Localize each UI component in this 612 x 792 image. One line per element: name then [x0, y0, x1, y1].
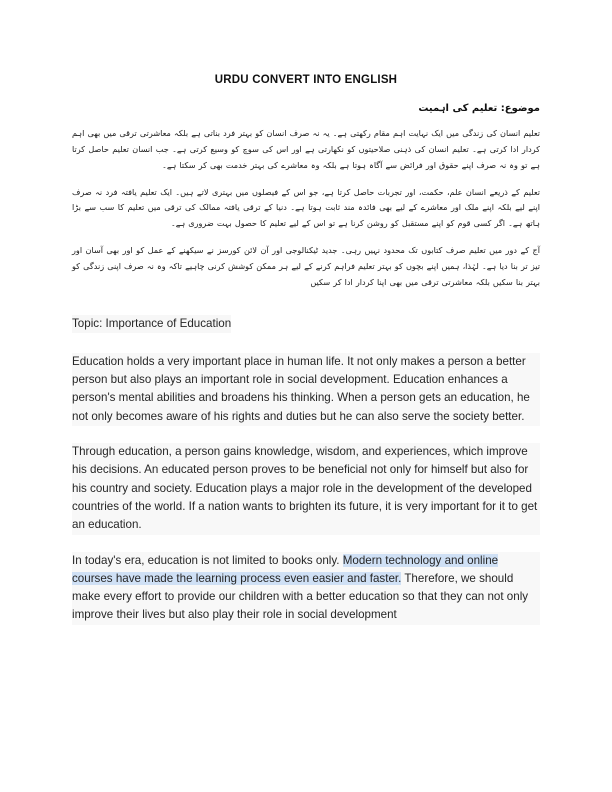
english-topic-line: Topic: Importance of Education	[72, 315, 231, 332]
text-segment: Through education, a person gains knowledge, wisdom, and experiences, which improve his decisions. An educated person proves to be beneficial not only for himself but also for his country and society. Education plays a major role in the development of the developed countries of the world. If a nation wants to brighten its future, it is very important for it to get an education.	[72, 444, 538, 532]
text-segment: Education holds a very important place in human life. It not only makes a person a better person but also plays an important role in social development. Education enhances a person's mental abilities and broadens his thinking. When a person gets an education, he not only becomes aware of his rights and duties but he can also serve the society better.	[72, 354, 530, 423]
english-paragraph-2	[72, 443, 540, 535]
english-body	[72, 314, 540, 624]
urdu-body	[72, 126, 540, 290]
urdu-subject-heading: موضوع: تعلیم کی اہمیت	[418, 102, 540, 114]
document-title: URDU CONVERT INTO ENGLISH	[214, 74, 398, 86]
text-segment: Therefore, we should make every effort to provide our children with a better education so that they can not only improve their lives but also play their role in social development	[72, 571, 529, 622]
selected-text-highlight[interactable]: Modern technology and online courses have made the learning process even easier and faster.	[72, 553, 499, 585]
urdu-paragraph-1: تعلیم انسان کی زندگی میں ایک نہایت اہم مقام رکھتی ہے۔ یہ نہ صرف انسان کو بہتر فرد بناتی ہے بلکہ معاشرتی ترقی میں بھی اہم کردار ادا کرتی ہے۔ تعلیم انسان کی ذہنی صلاحیتوں کو نکھارتی ہے اور اس کی سوچ کو وسیع کرتی ہے۔ جب انسان تعلیم حاصل کرتا ہے تو وہ نہ صرف اپنے حقوق اور فرائض سے آگاہ ہوتا ہے بلکہ وہ معاشرے کی بہتر خدمت بھی کر سکتا ہے۔	[72, 128, 540, 170]
text-segment: In today's era, education is not limited to books only.	[72, 553, 343, 567]
document-content	[72, 74, 540, 625]
english-paragraph-3	[72, 552, 540, 625]
urdu-paragraph-2: تعلیم کے ذریعے انسان علم، حکمت، اور تجربات حاصل کرتا ہے، جو اس کے فیصلوں میں بہتری لاتے ہیں۔ ایک تعلیم یافتہ فرد نہ صرف اپنے لیے بلکہ اپنے ملک اور معاشرے کے لیے بھی فائدہ مند ثابت ہوتا ہے۔ دنیا کے ترقی یافتہ ممالک کی ترقی میں تعلیم کا سب سے بڑا ہاتھ ہے۔ اگر کسی قوم کو اپنے مستقبل کو روشن کرنا ہے تو اس کے لیے تعلیم کا حصول بہت ضروری ہے۔	[72, 186, 540, 229]
english-paragraph-1	[72, 353, 540, 426]
urdu-paragraph-3: آج کے دور میں تعلیم صرف کتابوں تک محدود نہیں رہی۔ جدید ٹیکنالوجی اور آن لائن کورسز نے سیکھنے کے عمل کو اور بھی آسان اور تیز تر بنا دیا ہے۔ لہٰذا، ہمیں اپنے بچوں کو بہتر تعلیم فراہم کرنے کے لیے ہر ممکن کوشش کرنی چاہیے تاکہ وہ نہ صرف اپنی زندگی کو بہتر بنا سکیں بلکہ معاشرتی ترقی میں بھی اپنا کردار ادا کر سکیں	[72, 244, 540, 287]
